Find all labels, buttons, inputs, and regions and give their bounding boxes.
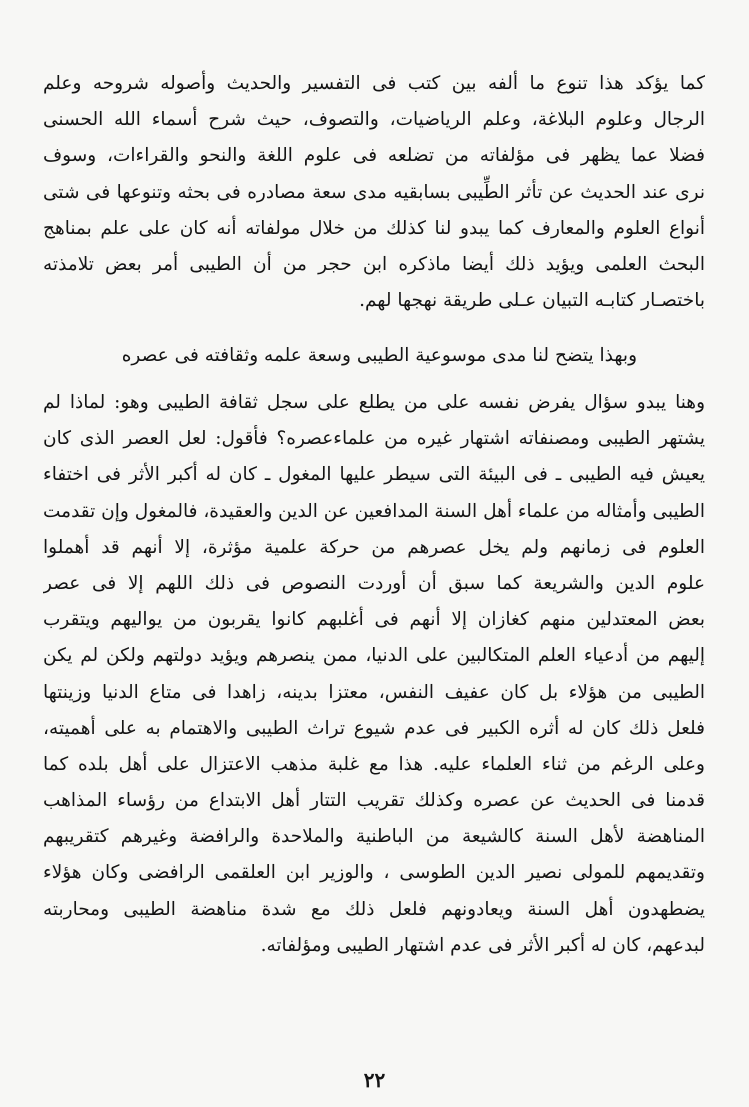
text-line: المناهضة لأهل السنة كالشيعة من الباطنية والملاحدة والرافضة وغيرهم كتقريبهم	[43, 826, 705, 848]
text-line: إليهم من أدعياء العلم المتكالبين على الدنيا، ممن ينصرهم ويؤيد دولتهم ولكن لم يكن	[43, 645, 705, 667]
text-line: العلوم فى زمانهم ولم يخل عصرهم من حركة علمية مؤثرة، إلا أنهم قد أهملوا	[43, 536, 705, 558]
text-line: وتقديمهم للمولى نصير الدين الطوسى ، والوزير ابن العلقمى الرافضى وكان هؤلاء	[43, 862, 705, 884]
text-line: لبدعهم، كان له أكبر الأثر فى عدم اشتهار الطيبى ومؤلفاته.	[260, 934, 705, 956]
paragraph-scholarly-breadth	[43, 66, 705, 319]
text-line: باختصـار كتابـه التبيان عـلى طريقة نهجها لهم.	[359, 290, 705, 312]
text-line: كما يؤكد هذا تنوع ما ألفه بين كتب فى التفسير والحديث وأصوله شروحه وعلم	[43, 73, 705, 94]
text-line: أنواع العلوم والمعارف كما يبدو لنا كذلك من خلال مولفاته أنه كان على علم بمناهج	[43, 217, 705, 239]
text-line: قدمنا فى الحديث عن عصره وكذلك تقريب التتار أهل الابتداع من رؤساء المذاهب	[43, 790, 705, 812]
text-line: الرجال وعلوم البلاغة، وعلم الرياضيات، والتصوف، حيث شرح أسماء الله الحسنى	[43, 109, 705, 131]
text-line: بعض المعتدلين منهم كغازان إلا أنهم فى أغلبهم كانوا يقربون من يواليهم ويتقرب	[43, 609, 705, 631]
text-line: البحث العلمى ويؤيد ذلك أيضا ماذكره ابن حجر من أن الطيبى أمر بعض تلامذته	[43, 253, 705, 275]
page-number: ٢٢	[363, 1068, 386, 1092]
summary-sentence: وبهذا يتضح لنا مدى موسوعية الطيبى وسعة علمه وثقافته فى عصره	[121, 345, 637, 366]
text-line: وعلى الرغم من ثناء العلماء عليه. هذا مع غلبة مذهب الاعتزال على أهل بلده كما	[43, 753, 705, 775]
text-line: وهنا يبدو سؤال يفرض نفسه على من يطلع على سجل ثقافة الطيبى وهو: لماذا لم	[43, 392, 705, 413]
text-line: الطيبى من هؤلاء بل كان عفيف النفس، معتزا بدينه، زاهدا فى متاع الدنيا وزينتها	[43, 681, 705, 703]
text-line: فضلا عما يظهر فى مؤلفاته من تضلعه فى علوم اللغة والنحو والقراءات، وسوف	[43, 145, 705, 167]
text-line: يعيش فيه الطيبى ـ فى البيئة التى سيطر عليها المغول ـ كان له أكبر الأثر فى اختفاء	[43, 464, 705, 486]
text-line: نرى عند الحديث عن تأثر الطِّيبى بسابقيه مدى سعة مصادره فى بحثه وتنوعها فى شتى	[43, 181, 705, 203]
text-line: فلعل ذلك كان له أثره الكبير فى عدم شيوع تراث الطيبى والاهتمام به على أهميته،	[43, 717, 705, 739]
text-line: يشتهر الطيبى ومصنفاته اشتهار غيره من علماءعصره؟ فأقول: لعل العصر الذى كان	[43, 428, 705, 450]
text-line: علوم الدين والشريعة كما سبق أن أوردت النصوص فى ذلك اللهم إلا فى عصر	[43, 572, 705, 594]
text-line: الطيبى وأمثاله من علماء أهل السنة المدافعين عن الدين والعقيدة، فالمغول وإن تقدمت	[43, 500, 705, 522]
paragraph-why-not-famous	[43, 385, 705, 964]
text-line: يضطهدون أهل السنة ويعادونهم فلعل ذلك مع شدة مناهضة الطيبى ومحاربته	[43, 898, 705, 920]
